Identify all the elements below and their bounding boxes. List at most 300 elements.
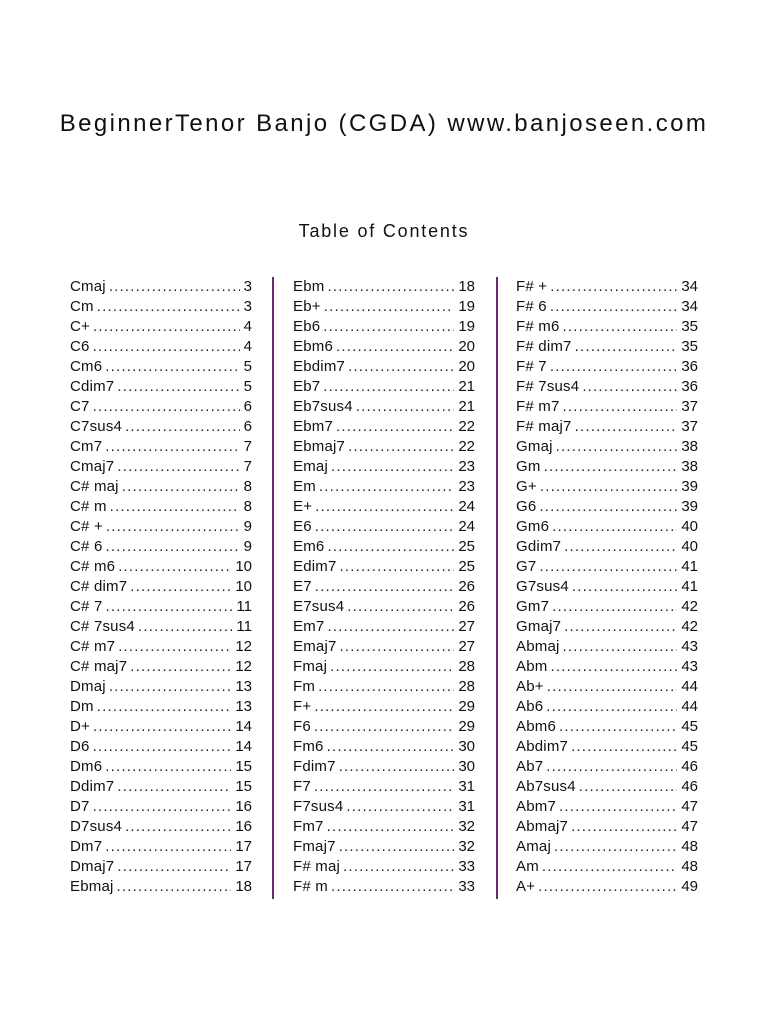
chord-name: C# +	[70, 518, 103, 535]
page-number: 20	[458, 358, 475, 375]
page-number: 41	[681, 578, 698, 595]
page-number: 7	[243, 438, 252, 455]
chord-name: Dm6	[70, 758, 103, 775]
chord-name: Fmaj	[293, 658, 328, 675]
toc-entry	[70, 777, 252, 797]
chord-name: F6	[293, 718, 311, 735]
dot-leader	[105, 837, 231, 857]
page-number: 26	[458, 578, 475, 595]
chord-name: Gm7	[516, 598, 550, 615]
chord-name: Cmaj	[70, 278, 106, 295]
page-number: 17	[235, 858, 252, 875]
page-number: 3	[243, 278, 252, 295]
chord-name: Fm6	[293, 738, 324, 755]
toc-entry	[293, 757, 475, 777]
page-number: 38	[681, 458, 698, 475]
chord-name: Emaj7	[293, 638, 337, 655]
dot-leader	[324, 297, 455, 317]
dot-leader	[340, 637, 455, 657]
page-number: 21	[458, 398, 475, 415]
chord-name: Gm6	[516, 518, 550, 535]
toc-entry	[70, 837, 252, 857]
chord-name: G6	[516, 498, 537, 515]
dot-leader	[571, 737, 677, 757]
toc-entry	[516, 497, 698, 517]
dot-leader	[336, 417, 454, 437]
chord-name: Eb6	[293, 318, 321, 335]
chord-name: Ebm7	[293, 418, 333, 435]
page-number: 35	[681, 338, 698, 355]
toc-entry	[70, 457, 252, 477]
chord-name: Ebmaj	[70, 878, 114, 895]
toc-entry	[516, 597, 698, 617]
chord-name: Am	[516, 858, 539, 875]
toc-entry	[293, 557, 475, 577]
dot-leader	[327, 277, 454, 297]
chord-name: Cmaj7	[70, 458, 115, 475]
chord-name: Fdim7	[293, 758, 336, 775]
chord-name: Ab7	[516, 758, 544, 775]
chord-name: Abm6	[516, 718, 556, 735]
chord-name: E7	[293, 578, 312, 595]
chord-name: Dmaj	[70, 678, 106, 695]
page-number: 9	[243, 518, 252, 535]
chord-name: E6	[293, 518, 312, 535]
toc-entry	[516, 377, 698, 397]
chord-name: F# m	[293, 878, 328, 895]
dot-leader	[93, 797, 232, 817]
toc-entry	[293, 317, 475, 337]
dot-leader	[572, 577, 677, 597]
chord-name: Cm	[70, 298, 94, 315]
dot-leader	[348, 357, 454, 377]
chord-name: Gdim7	[516, 538, 562, 555]
chord-name: Ab+	[516, 678, 544, 695]
page-number: 40	[681, 538, 698, 555]
toc-entry	[70, 717, 252, 737]
toc-entry	[293, 617, 475, 637]
toc-entry	[293, 857, 475, 877]
toc-entry	[293, 457, 475, 477]
page-number: 18	[458, 278, 475, 295]
dot-leader	[93, 337, 240, 357]
dot-leader	[550, 297, 677, 317]
toc-entry	[516, 437, 698, 457]
page-number: 34	[681, 298, 698, 315]
chord-name: Cm7	[70, 438, 103, 455]
page-number: 14	[235, 718, 252, 735]
page-number: 13	[235, 698, 252, 715]
page-number: 48	[681, 858, 698, 875]
chord-name: Eb7sus4	[293, 398, 353, 415]
dot-leader	[542, 857, 677, 877]
toc-entry	[293, 657, 475, 677]
dot-leader	[546, 697, 677, 717]
page-number: 43	[681, 658, 698, 675]
page-number: 11	[236, 618, 252, 635]
page-number: 35	[681, 318, 698, 335]
dot-leader	[348, 437, 454, 457]
page-number: 10	[235, 558, 252, 575]
chord-name: Fmaj7	[293, 838, 336, 855]
chord-name: E7sus4	[293, 598, 345, 615]
toc-column-3	[516, 277, 698, 897]
chord-name: Emaj	[293, 458, 328, 475]
toc-entry	[516, 617, 698, 637]
dot-leader	[346, 797, 454, 817]
dot-leader	[550, 277, 677, 297]
dot-leader	[339, 837, 455, 857]
dot-leader	[93, 717, 231, 737]
dot-leader	[347, 597, 454, 617]
dot-leader	[97, 297, 240, 317]
page-number: 41	[681, 558, 698, 575]
toc-entry	[70, 377, 252, 397]
chord-name: C# dim7	[70, 578, 128, 595]
page-number: 36	[681, 358, 698, 375]
dot-leader	[117, 857, 231, 877]
chord-name: D7	[70, 798, 90, 815]
toc-entry	[293, 417, 475, 437]
chord-name: C7sus4	[70, 418, 123, 435]
page-number: 8	[243, 478, 252, 495]
toc-entry	[70, 317, 252, 337]
toc-entry	[516, 317, 698, 337]
page-number: 25	[458, 538, 475, 555]
toc-entry	[516, 817, 698, 837]
toc-entry	[293, 357, 475, 377]
page-number: 22	[458, 418, 475, 435]
dot-leader	[93, 397, 240, 417]
dot-leader	[327, 537, 454, 557]
toc-entry	[70, 797, 252, 817]
toc-entry	[293, 497, 475, 517]
page-number: 15	[235, 778, 252, 795]
toc-entry	[70, 417, 252, 437]
toc-entry	[293, 337, 475, 357]
toc-entry	[293, 877, 475, 897]
page-number: 46	[681, 758, 698, 775]
page-number: 6	[243, 398, 252, 415]
chord-name: Cm6	[70, 358, 103, 375]
dot-leader	[340, 557, 455, 577]
toc-entry	[516, 557, 698, 577]
dot-leader	[105, 757, 231, 777]
chord-name: C6	[70, 338, 90, 355]
page-number: 39	[681, 478, 698, 495]
toc-entry	[293, 377, 475, 397]
dot-leader	[575, 417, 678, 437]
toc-entry	[516, 657, 698, 677]
dot-leader	[97, 697, 232, 717]
dot-leader	[314, 717, 454, 737]
chord-name: Abm	[516, 658, 548, 675]
toc-entry	[70, 697, 252, 717]
chord-name: F# 7sus4	[516, 378, 580, 395]
dot-leader	[93, 737, 232, 757]
page-number: 37	[681, 398, 698, 415]
chord-name: F7sus4	[293, 798, 344, 815]
chord-name: Dm7	[70, 838, 103, 855]
toc-entry	[516, 877, 698, 897]
toc-entry	[516, 717, 698, 737]
toc-entry	[293, 817, 475, 837]
toc-entry	[516, 757, 698, 777]
toc-entry	[516, 737, 698, 757]
page-number: 28	[458, 658, 475, 675]
page-number: 32	[458, 818, 475, 835]
dot-leader	[336, 337, 454, 357]
page-number: 16	[235, 818, 252, 835]
dot-leader	[138, 617, 232, 637]
page-number: 20	[458, 338, 475, 355]
chord-name: Fm	[293, 678, 316, 695]
dot-leader	[118, 557, 231, 577]
page-number: 29	[458, 718, 475, 735]
page-number: 45	[681, 738, 698, 755]
toc-entry	[516, 797, 698, 817]
chord-name: Abmaj7	[516, 818, 569, 835]
dot-leader	[563, 637, 678, 657]
toc-entry	[293, 637, 475, 657]
dot-leader	[314, 777, 454, 797]
page-number: 34	[681, 278, 698, 295]
toc-entry	[70, 677, 252, 697]
dot-leader	[544, 457, 678, 477]
chord-name: Ddim7	[70, 778, 115, 795]
page-number: 10	[235, 578, 252, 595]
page-number: 24	[458, 518, 475, 535]
page-number: 24	[458, 498, 475, 515]
dot-leader	[579, 777, 678, 797]
page-number: 19	[458, 298, 475, 315]
dot-leader	[330, 657, 454, 677]
page-number: 46	[681, 778, 698, 795]
dot-leader	[314, 697, 454, 717]
dot-leader	[539, 497, 677, 517]
toc-entry	[70, 277, 252, 297]
dot-leader	[546, 757, 677, 777]
page-number: 5	[243, 378, 252, 395]
toc-entry	[293, 677, 475, 697]
toc-entry	[516, 457, 698, 477]
chord-name: Fm7	[293, 818, 324, 835]
page-number: 27	[458, 618, 475, 635]
chord-name: Abdim7	[516, 738, 569, 755]
dot-leader	[539, 557, 677, 577]
toc-entry	[70, 857, 252, 877]
page-number: 39	[681, 498, 698, 515]
page-number: 17	[235, 838, 252, 855]
toc-entry	[293, 517, 475, 537]
page-number: 27	[458, 638, 475, 655]
chord-name: F# 6	[516, 298, 547, 315]
page-number: 8	[243, 498, 252, 515]
page-number: 29	[458, 698, 475, 715]
toc-entry	[70, 637, 252, 657]
page-number: 16	[235, 798, 252, 815]
dot-leader	[327, 817, 455, 837]
dot-leader	[356, 397, 455, 417]
dot-leader	[318, 677, 454, 697]
toc-entry	[516, 477, 698, 497]
toc-entry	[293, 597, 475, 617]
dot-leader	[130, 577, 231, 597]
chord-name: F# maj	[293, 858, 341, 875]
page-number: 14	[235, 738, 252, 755]
page-number: 21	[458, 378, 475, 395]
chord-name: Amaj	[516, 838, 551, 855]
toc-entry	[70, 337, 252, 357]
page-number: 3	[243, 298, 252, 315]
toc-entry	[516, 677, 698, 697]
page-number: 33	[458, 878, 475, 895]
page-number: 44	[681, 678, 698, 695]
chord-name: Eb+	[293, 298, 321, 315]
toc-entry	[70, 657, 252, 677]
page-number: 23	[458, 458, 475, 475]
dot-leader	[319, 477, 454, 497]
toc-entry	[70, 737, 252, 757]
dot-leader	[582, 377, 677, 397]
chord-name: D+	[70, 718, 90, 735]
toc-entry	[293, 837, 475, 857]
toc-entry	[70, 537, 252, 557]
chord-name: D7sus4	[70, 818, 123, 835]
dot-leader	[552, 517, 677, 537]
toc-entry	[516, 857, 698, 877]
chord-name: C# m	[70, 498, 107, 515]
toc-entry	[70, 577, 252, 597]
toc-entry	[516, 777, 698, 797]
toc-entry	[70, 357, 252, 377]
dot-leader	[327, 617, 454, 637]
toc-column-2	[293, 277, 475, 897]
dot-leader	[117, 877, 232, 897]
dot-leader	[106, 537, 240, 557]
toc-entry	[293, 737, 475, 757]
chord-name: G7	[516, 558, 537, 575]
page-number: 42	[681, 618, 698, 635]
toc-entry	[516, 277, 698, 297]
chord-name: Em6	[293, 538, 325, 555]
page-number: 47	[681, 818, 698, 835]
chord-name: Ab6	[516, 698, 544, 715]
page-number: 42	[681, 598, 698, 615]
dot-leader	[559, 717, 677, 737]
dot-leader	[343, 857, 454, 877]
toc-entry	[293, 297, 475, 317]
page-number: 45	[681, 718, 698, 735]
document-title: BeginnerTenor Banjo (CGDA) www.banjoseen.com	[59, 110, 709, 137]
page-number: 15	[235, 758, 252, 775]
page-number: 18	[235, 878, 252, 895]
dot-leader	[93, 317, 240, 337]
chord-name: Cdim7	[70, 378, 115, 395]
toc-entry	[293, 797, 475, 817]
dot-leader	[122, 477, 240, 497]
column-divider	[272, 277, 274, 899]
toc-entry	[70, 757, 252, 777]
page-number: 25	[458, 558, 475, 575]
toc-entry	[293, 697, 475, 717]
page-number: 48	[681, 838, 698, 855]
page-number: 6	[243, 418, 252, 435]
chord-name: G+	[516, 478, 537, 495]
page-number: 22	[458, 438, 475, 455]
toc-entry	[70, 557, 252, 577]
dot-leader	[109, 277, 240, 297]
page-number: 32	[458, 838, 475, 855]
dot-leader	[109, 677, 232, 697]
toc-entry	[516, 357, 698, 377]
dot-leader	[315, 517, 455, 537]
dot-leader	[117, 777, 231, 797]
dot-leader	[540, 477, 677, 497]
toc-entry	[516, 537, 698, 557]
toc-entry	[516, 297, 698, 317]
dot-leader	[552, 597, 677, 617]
toc-entry	[70, 437, 252, 457]
page-number: 12	[235, 658, 252, 675]
dot-leader	[117, 377, 239, 397]
chord-name: Abm7	[516, 798, 556, 815]
page-number: 37	[681, 418, 698, 435]
chord-name: F# maj7	[516, 418, 572, 435]
chord-name: Dm	[70, 698, 94, 715]
chord-name: C# m6	[70, 558, 116, 575]
page-number: 12	[235, 638, 252, 655]
page-number: 4	[243, 318, 252, 335]
toc-entry	[293, 437, 475, 457]
page-number: 44	[681, 698, 698, 715]
chord-name: Ebm	[293, 278, 325, 295]
chord-name: Dmaj7	[70, 858, 115, 875]
toc-entry	[516, 637, 698, 657]
chord-name: F# dim7	[516, 338, 572, 355]
chord-name: D6	[70, 738, 90, 755]
chord-name: F# 7	[516, 358, 547, 375]
dot-leader	[105, 437, 239, 457]
chord-name: C# maj	[70, 478, 119, 495]
chord-name: Edim7	[293, 558, 337, 575]
page-number: 5	[243, 358, 252, 375]
toc-entry	[516, 577, 698, 597]
dot-leader	[563, 317, 678, 337]
toc-entry	[70, 297, 252, 317]
chord-name: Abmaj	[516, 638, 560, 655]
chord-name: C# 7sus4	[70, 618, 135, 635]
toc-entry	[70, 497, 252, 517]
dot-leader	[331, 877, 454, 897]
chord-name: Ab7sus4	[516, 778, 576, 795]
chord-name: Em	[293, 478, 316, 495]
page-number: 4	[243, 338, 252, 355]
chord-name: C# m7	[70, 638, 116, 655]
toc-entry	[293, 777, 475, 797]
page-number: 23	[458, 478, 475, 495]
page-number: 26	[458, 598, 475, 615]
toc-entry	[293, 717, 475, 737]
dot-leader	[130, 657, 231, 677]
page-number: 33	[458, 858, 475, 875]
toc-entry	[516, 337, 698, 357]
toc-entry	[293, 577, 475, 597]
toc-entry	[70, 617, 252, 637]
page-number: 49	[681, 878, 698, 895]
chord-name: Ebmaj7	[293, 438, 346, 455]
toc-entry	[516, 837, 698, 857]
